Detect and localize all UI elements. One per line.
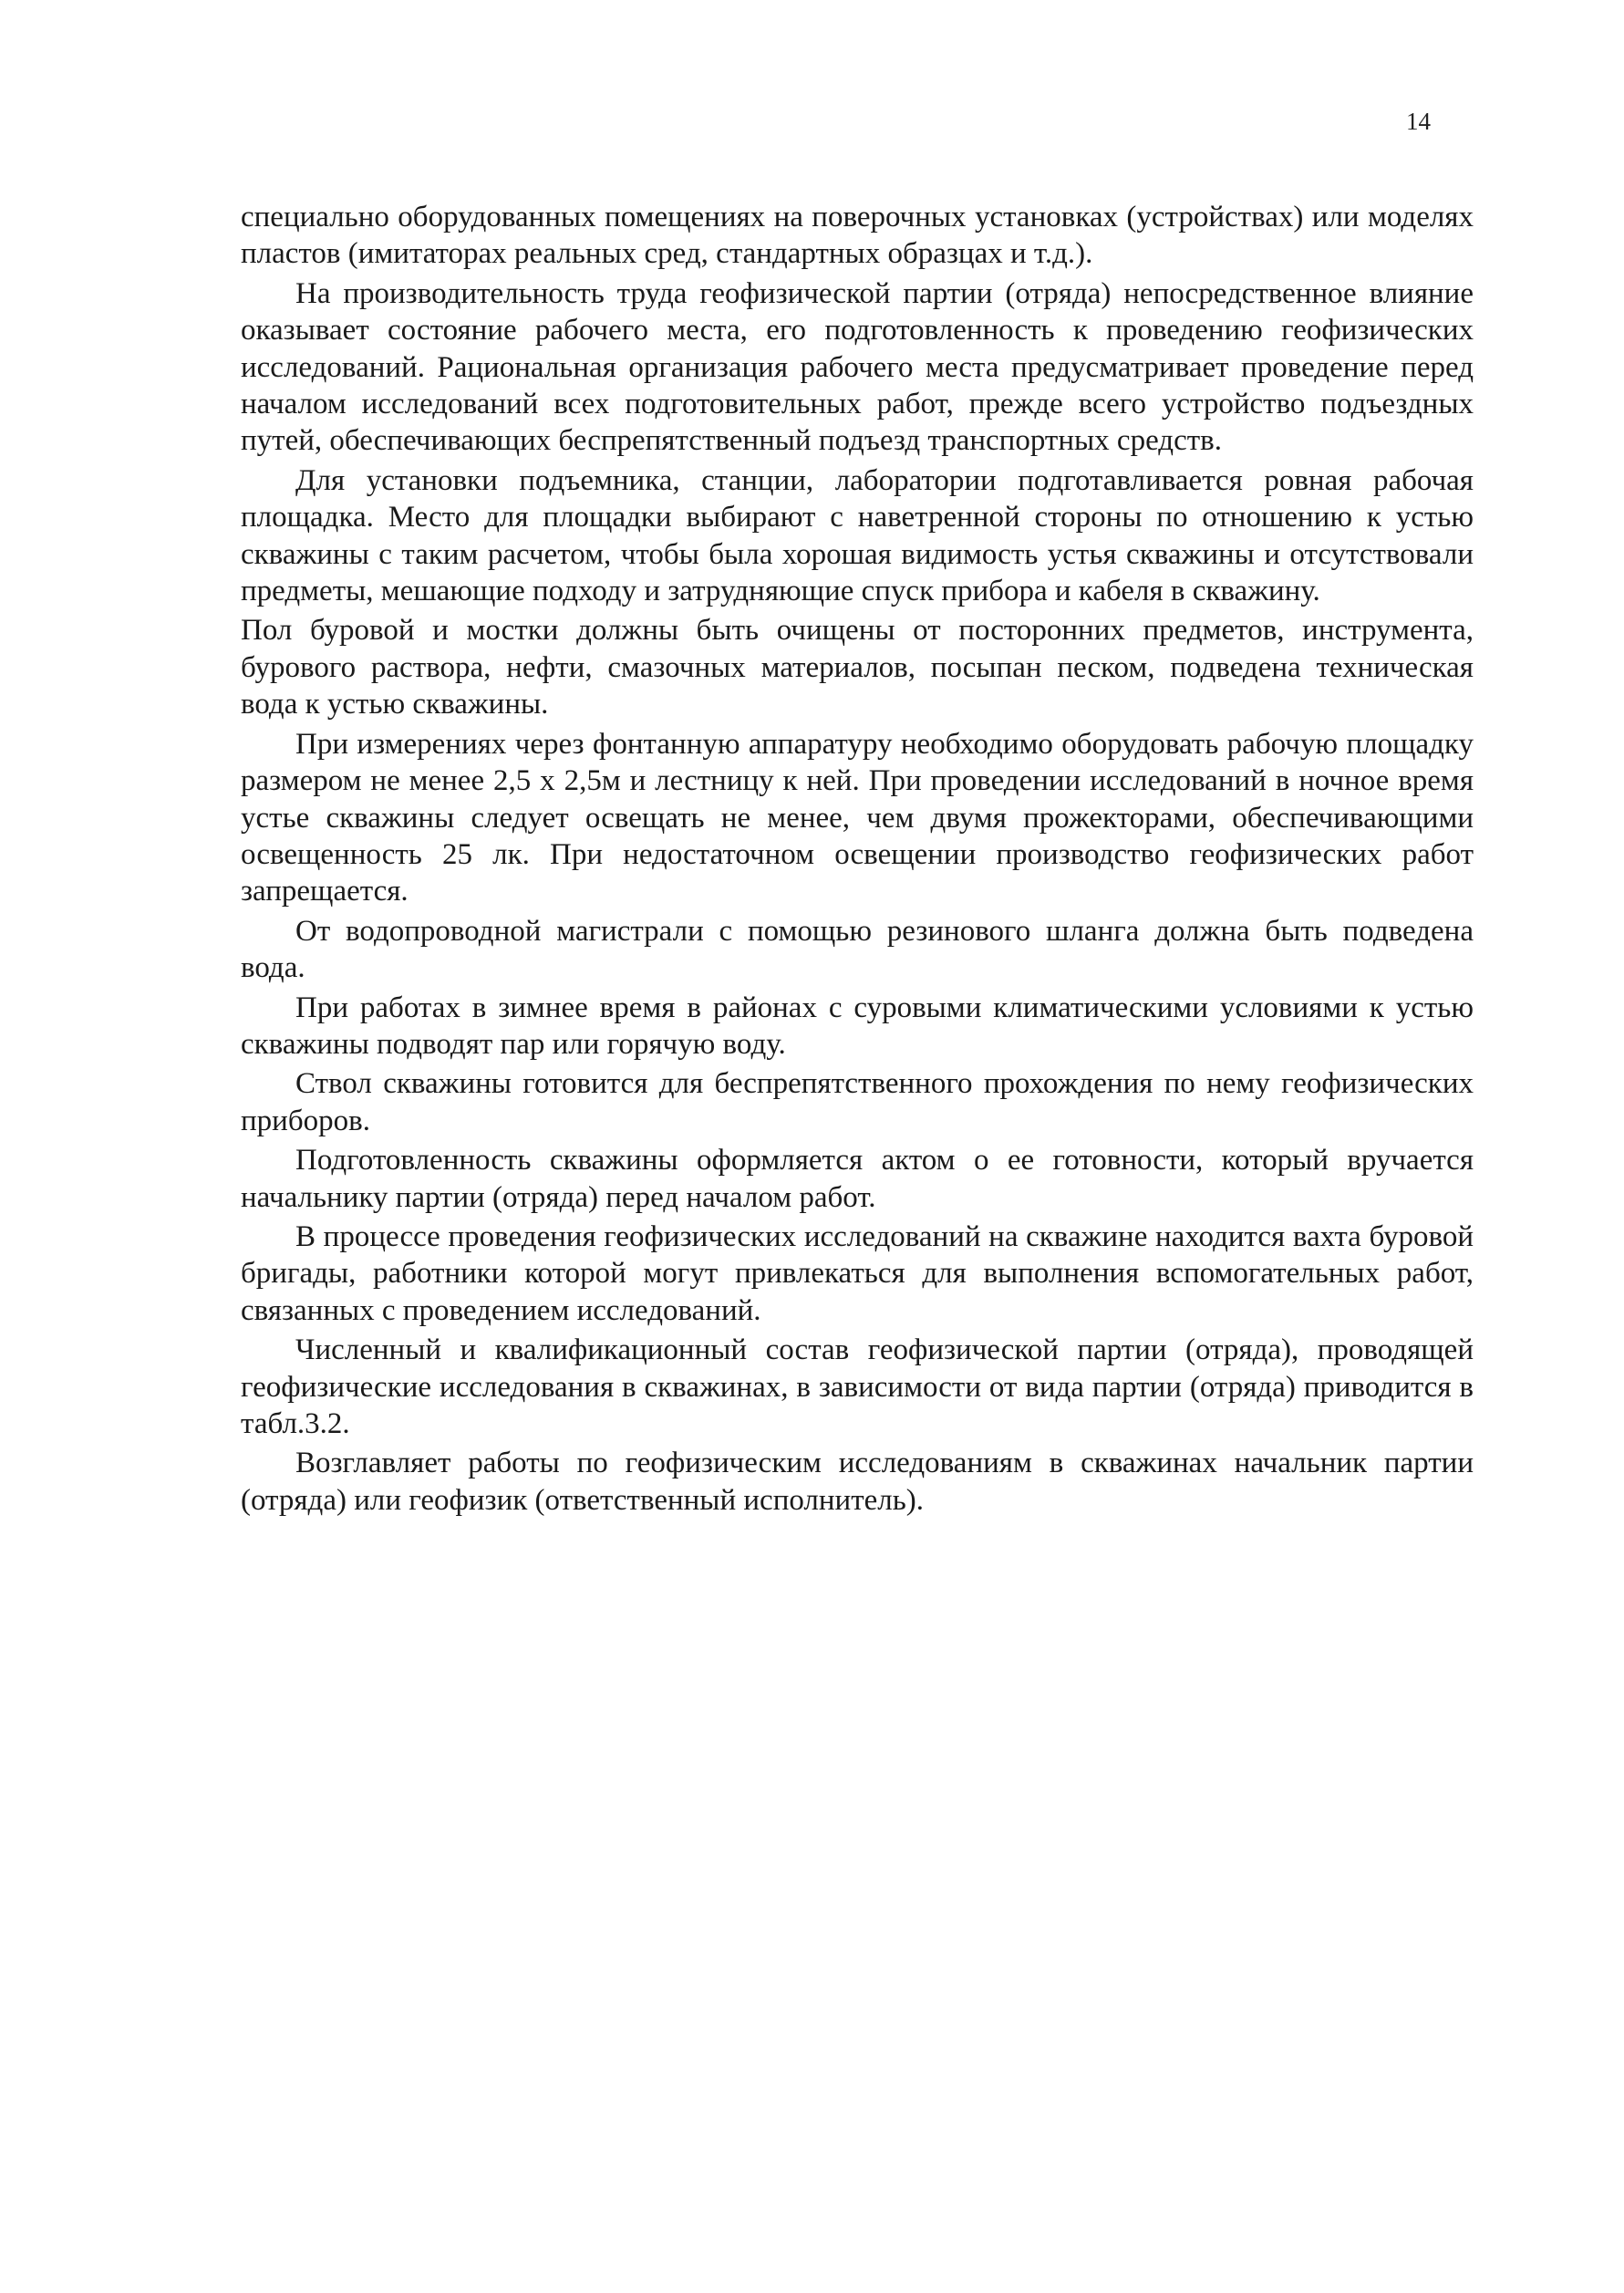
paragraph-9: Подготовленность скважины оформляется актом о ее готовности, который вручается начальнику партии (отряда) перед началом работ. (241, 1144, 1474, 1214)
paragraph-2: На производительность труда геофизической партии (отряда) непосредственное влияние оказывает состояние рабочего места, его подготовленность к проведению геофизических исследований. Рациональная организация рабочего места предусматривает проведение перед началом исследований всех подготовительных работ, прежде всего устройство подъездных путей, обеспечивающих беспрепятственный подъезд транспортных средств. (241, 276, 1474, 458)
paragraph-1: специально оборудованных помещениях на поверочных установках (устройствах) или моделях пластов (имитаторах реальных сред, стандартных образцах и т.д.). (241, 201, 1474, 271)
paragraph-10: В процессе проведения геофизических исследований на скважине находится вахта буровой бригады, работники которой могут привлекаться для выполнения вспомогательных работ, связанных с проведением исследований. (241, 1219, 1474, 1327)
paragraph-5: При измерениях через фонтанную аппаратуру необходимо оборудовать рабочую площадку размером не менее 2,5 х 2,5м и лестницу к ней. При проведении исследований в ночное время устье скважины следует освещать не менее, чем двумя прожекторами, обеспечивающими освещенность 25 лк. При недостаточном освещении производство геофизических работ запрещается. (241, 727, 1474, 908)
paragraph-4: Пол буровой и мостки должны быть очищены от посторонних предметов, инструмента, бурового раствора, нефти, смазочных материалов, посыпан песком, подведена техническая вода к устью скважины. (241, 614, 1474, 721)
paragraph-8: Ствол скважины готовится для беспрепятственного прохождения по нему геофизических приборов. (241, 1067, 1474, 1137)
paragraph-3: Для установки подъемника, станции, лаборатории подготавливается ровная рабочая площадка. Место для площадки выбирают с наветренной стороны по отношению к устью скважины с таким расчетом, чтобы была хорошая видимость устья скважины и отсутствовали предметы, мешающие подходу и затрудняющие спуск прибора и кабеля в скважину. (241, 463, 1474, 608)
page-number: 14 (1406, 108, 1431, 135)
paragraph-7: При работах в зимнее время в районах с суровыми климатическими условиями к устью скважины подводят пар или горячую воду. (241, 991, 1474, 1061)
body-text (241, 199, 1474, 1521)
paragraph-12: Возглавляет работы по геофизическим исследованиям в скважинах начальник партии (отряда) или геофизик (ответственный исполнитель). (241, 1447, 1474, 1517)
paragraph-6: От водопроводной магистрали с помощью резинового шланга должна быть подведена вода. (241, 914, 1474, 985)
paragraph-11: Численный и квалификационный состав геофизической партии (отряда), проводящей геофизические исследования в скважинах, в зависимости от вида партии (отряда) приводится в табл.3.2. (241, 1333, 1474, 1440)
